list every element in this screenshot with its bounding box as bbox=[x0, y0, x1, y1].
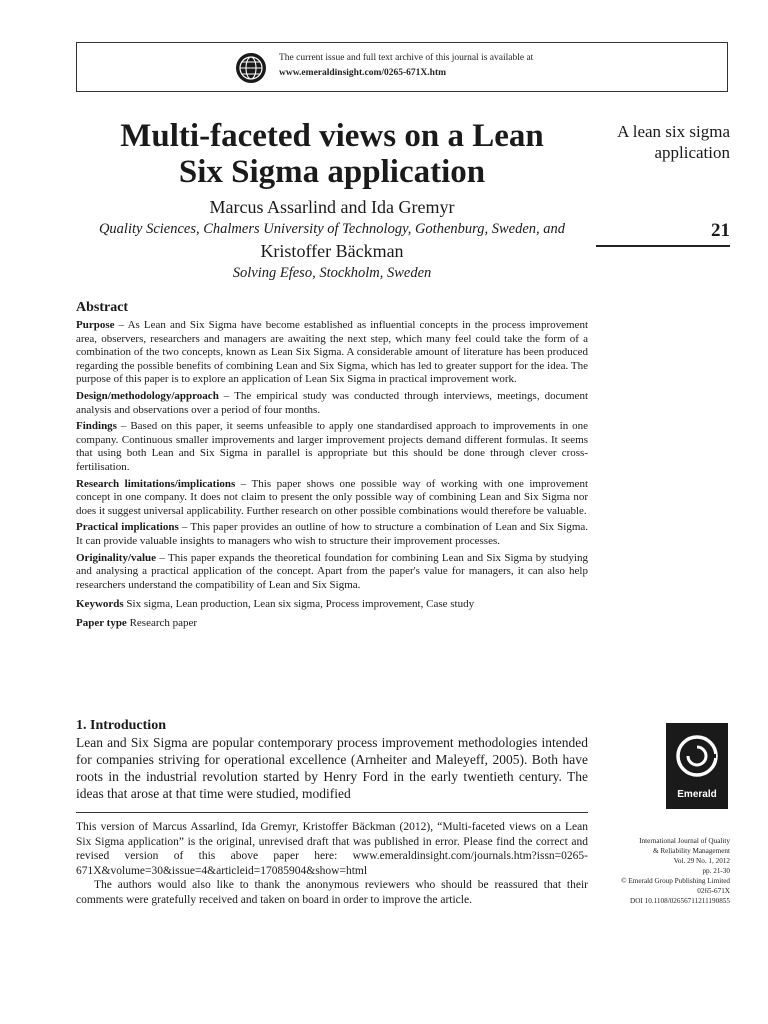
page-number-rule bbox=[596, 245, 730, 247]
running-head-line-1: A lean six sigma bbox=[617, 122, 730, 141]
paper-type-label: Paper type bbox=[76, 616, 127, 629]
practical-text: – This paper provides an outline of how to structure a combination of Lean and Six Sigma. It can provide valuable insights to managers who wish to structure their improvement processes. bbox=[76, 521, 589, 547]
research-label: Research limitations/implications bbox=[76, 477, 236, 490]
purpose-label: Purpose bbox=[76, 319, 115, 331]
abstract-keywords bbox=[76, 598, 588, 612]
journal-name-line-2: & Reliability Management bbox=[652, 847, 730, 855]
abstract-purpose bbox=[76, 319, 588, 387]
globe-icon bbox=[235, 52, 267, 84]
paper-type-text: Research paper bbox=[126, 616, 198, 629]
originality-label: Originality/value bbox=[76, 551, 157, 564]
journal-issn: 0265-671X bbox=[697, 887, 730, 895]
introduction-text: Lean and Six Sigma are popular contemporary process improvement methodologies intended for companies striving for operational excellence (Arnheiter and Maleyeff, 2005). Both have roots in the industrial revolution started by Henry Ford in the early twentieth century. The ideas that arose at that time were studied, modified bbox=[76, 735, 588, 801]
emerald-logo bbox=[666, 723, 728, 809]
abstract-originality bbox=[76, 552, 588, 593]
emerald-logo-label: Emerald bbox=[677, 789, 717, 800]
authors-block bbox=[76, 196, 588, 284]
keywords-label: Keywords bbox=[76, 598, 124, 611]
journal-name-line-1: International Journal of Quality bbox=[639, 837, 730, 845]
abstract-design bbox=[76, 390, 588, 417]
affiliation-secondary: Solving Efeso, Stockholm, Sweden bbox=[232, 265, 432, 281]
journal-url-link[interactable]: www.emeraldinsight.com/0265-671X.htm bbox=[279, 68, 447, 78]
purpose-text: – As Lean and Six Sigma have become established as influential concepts in the process improvement area, observers, researchers and managers are awaiting the next step, which many feel could take the form of a combination of the two concepts, known as Lean Six Sigma. A considerable amount of literature has been produced regarding the possible benefits of combining Lean and Six Sigma, which has led to greater support for the idea. The purpose of this paper is to explore an application of Lean Six Sigma in practical improvement work. bbox=[76, 319, 588, 386]
journal-citation-info bbox=[592, 836, 730, 906]
findings-label: Findings bbox=[76, 420, 117, 433]
research-text: – This paper shows one possible way of working with one improvement concept in one company. It does not claim to present the only possible way of combining Lean and Six Sigma nor does it suggest universal applicability. Further research on other possible combinations would therefore be valuable. bbox=[76, 477, 588, 517]
page-number: 21 bbox=[711, 220, 730, 241]
abstract-findings bbox=[76, 420, 588, 474]
title-line-2: Six Sigma application bbox=[178, 154, 486, 190]
footnote-divider bbox=[76, 812, 588, 813]
keywords-text: Six sigma, Lean production, Lean six sigma, Process improvement, Case study bbox=[123, 598, 475, 611]
article-title bbox=[76, 118, 588, 190]
title-line-1: Multi-faceted views on a Lean bbox=[120, 118, 544, 154]
journal-copyright: © Emerald Group Publishing Limited bbox=[621, 877, 730, 885]
journal-doi: DOI 10.1108/02656711211190855 bbox=[630, 897, 730, 905]
abstract-paper-type bbox=[76, 617, 588, 631]
affiliation-primary: Quality Sciences, Chalmers University of Technology, Gothenburg, Sweden, and bbox=[98, 221, 566, 237]
design-label: Design/methodology/approach bbox=[76, 389, 219, 402]
abstract-heading: Abstract bbox=[76, 300, 129, 315]
footnote-section bbox=[76, 820, 588, 907]
emerald-swirl-icon bbox=[666, 723, 728, 789]
introduction-section bbox=[76, 717, 588, 802]
version-note: This version of Marcus Assarlind, Ida Gremyr, Kristoffer Bäckman (2012), “Multi-faceted views on a Lean Six Sigma application” is the original, unrevised draft that was published in error. Please find the correct and revised version of this above paper here: www.emeraldinsight.com/journals.htm?issn=0265-671X&volume=30&issue=4&articleid=17085904&show=html bbox=[76, 821, 588, 877]
findings-text: – Based on this paper, it seems unfeasible to apply one standardised approach to improvements in one company. Continuous smaller improvements and larger improvement projects demand different formulas. It seems that using both Lean and Six Sigma in parallel is appropriate but this should be done through clever cross-fertilisation. bbox=[76, 420, 588, 473]
abstract-practical-implications bbox=[76, 521, 588, 548]
journal-pages: pp. 21-30 bbox=[702, 867, 730, 875]
running-head-line-2: application bbox=[654, 143, 730, 162]
abstract-research-limitations bbox=[76, 478, 588, 519]
running-head bbox=[596, 121, 730, 163]
availability-text: The current issue and full text archive of this journal is available at bbox=[279, 53, 534, 63]
authors-secondary: Kristoffer Bäckman bbox=[260, 241, 404, 261]
acknowledgement: The authors would also like to thank the anonymous reviewers who should be reassured that their comments were gratefully received and taken on board in order to improve the article. bbox=[76, 879, 588, 906]
originality-text: – This paper expands the theoretical foundation for combining Lean and Six Sigma by studying and analysing a practical application of the concept. Apart from the paper's value for managers, it can also help researchers understand the compatibility of Lean and Six Sigma. bbox=[76, 551, 588, 591]
abstract-section bbox=[76, 299, 588, 633]
journal-availability-notice bbox=[76, 42, 728, 92]
practical-label: Practical implications bbox=[76, 521, 179, 534]
design-text: – The empirical study was conducted through interviews, meetings, document analysis and observations over a period of four months. bbox=[76, 389, 588, 416]
introduction-heading: 1. Introduction bbox=[76, 718, 166, 733]
journal-volume: Vol. 29 No. 1, 2012 bbox=[673, 857, 730, 865]
authors-primary: Marcus Assarlind and Ida Gremyr bbox=[209, 197, 455, 217]
